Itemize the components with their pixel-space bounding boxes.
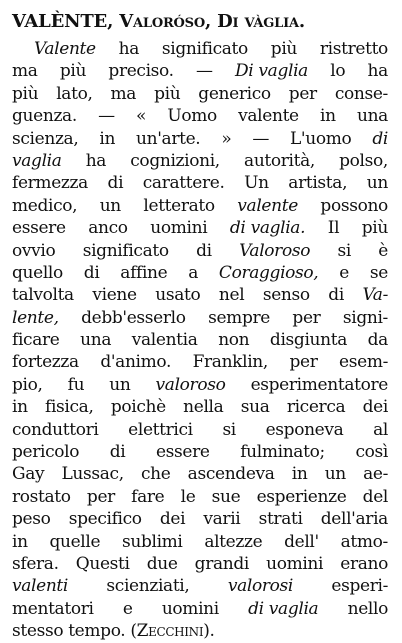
- word: che: [140, 464, 171, 485]
- word: Di vaglia: [234, 61, 308, 82]
- word: un: [109, 374, 131, 395]
- word: Coraggioso,: [218, 262, 319, 283]
- text-line: [12, 598, 388, 620]
- word: esperi-: [331, 576, 388, 597]
- word: «: [136, 106, 147, 127]
- word: di: [109, 442, 126, 463]
- word: ha: [85, 150, 107, 171]
- word: in: [291, 464, 308, 485]
- text-line: [12, 217, 388, 239]
- word: —: [98, 106, 115, 127]
- word: fortezza: [12, 352, 79, 373]
- word: guenza.: [12, 106, 77, 127]
- word: Valoroso: [239, 240, 311, 261]
- word: non: [218, 330, 250, 351]
- text-line: [12, 374, 388, 396]
- word: ae-: [363, 464, 388, 485]
- word: medico,: [12, 195, 78, 216]
- word: se: [369, 262, 388, 283]
- word: mentatori: [12, 598, 94, 619]
- text-line: [12, 128, 388, 150]
- word: ha: [118, 39, 140, 59]
- word: elettrici: [128, 419, 193, 440]
- word: più: [361, 218, 388, 239]
- word: conduttori: [12, 419, 99, 440]
- word: letterato: [143, 195, 215, 216]
- text-line: [12, 463, 388, 485]
- word: del: [362, 486, 388, 507]
- word: essere: [155, 442, 210, 463]
- word: »: [221, 128, 232, 149]
- word: valenti: [12, 576, 69, 597]
- word: stesso: [12, 621, 64, 642]
- word: per: [288, 83, 317, 104]
- word: di: [83, 262, 100, 283]
- word: lo: [330, 61, 346, 82]
- word: peso: [12, 509, 51, 530]
- word: dei: [362, 397, 388, 418]
- word: di: [328, 285, 344, 306]
- word: fu: [67, 374, 85, 395]
- text-line: [12, 240, 388, 262]
- word: dei: [159, 509, 186, 530]
- entry-headword: VALÈNTE,: [12, 11, 114, 32]
- word: sempre: [208, 307, 270, 328]
- word: essere: [12, 218, 66, 239]
- word: Un: [244, 173, 269, 194]
- word: rostato: [12, 486, 71, 507]
- word: Questi: [75, 553, 130, 574]
- word: usato: [155, 285, 201, 306]
- word: ma: [12, 61, 38, 82]
- word: significato: [82, 240, 169, 261]
- word: più: [270, 39, 298, 59]
- text-line: [12, 172, 388, 194]
- text-line: [12, 508, 388, 530]
- text-line: [12, 329, 388, 351]
- word: artista,: [288, 173, 348, 194]
- word: dell'aria: [320, 509, 388, 530]
- word: ha: [367, 61, 388, 82]
- text-line: [12, 620, 388, 642]
- word: significato: [161, 39, 248, 59]
- text-line: [12, 486, 388, 508]
- text-line: [12, 531, 388, 553]
- word: così: [355, 442, 388, 463]
- word: fermezza: [12, 173, 88, 194]
- word: sue: [211, 486, 241, 507]
- word: sfera.: [12, 553, 59, 574]
- word: Il: [327, 218, 340, 239]
- word: esperimentatore: [250, 374, 388, 395]
- word: grandi: [194, 553, 249, 574]
- word: polso,: [339, 150, 388, 171]
- word: esperienze: [256, 486, 347, 507]
- text-line: [12, 60, 388, 82]
- word: più: [12, 83, 39, 104]
- word: nello: [347, 598, 388, 619]
- word: d'animo.: [100, 352, 172, 373]
- word: in: [99, 128, 116, 149]
- word: valente: [237, 195, 298, 216]
- word: per: [86, 486, 115, 507]
- word: in: [12, 397, 28, 418]
- word: pio,: [12, 374, 43, 395]
- word: da: [367, 330, 388, 351]
- text-line: [12, 575, 388, 597]
- text-line: [12, 419, 388, 441]
- word: pericolo: [12, 442, 80, 463]
- word: fisica,: [45, 397, 94, 418]
- word: dell': [284, 531, 319, 552]
- word: di: [107, 173, 124, 194]
- word: lato,: [56, 83, 93, 104]
- word: sublimi: [121, 531, 183, 552]
- entry-body: [12, 38, 388, 643]
- word: e: [339, 262, 349, 283]
- text-line: [12, 441, 388, 463]
- word: un: [366, 173, 388, 194]
- word: Uomo: [167, 106, 217, 127]
- word: valentia: [131, 330, 198, 351]
- word: ficare: [12, 330, 60, 351]
- text-line: [12, 150, 388, 172]
- text-line: [12, 83, 388, 105]
- word: disgiunta: [269, 330, 347, 351]
- word: a: [188, 262, 199, 283]
- word: preciso.: [108, 61, 174, 82]
- word: al: [373, 419, 388, 440]
- word: ma: [110, 83, 137, 104]
- word: più: [59, 61, 87, 82]
- word: uomini: [266, 553, 324, 574]
- word: quello: [12, 262, 63, 283]
- text-line: [12, 284, 388, 306]
- word: valorosi: [227, 576, 293, 597]
- word: in: [12, 531, 28, 552]
- text-line: [12, 38, 388, 60]
- text-line: [12, 105, 388, 127]
- word: poichè: [110, 397, 166, 418]
- word: scienziati,: [106, 576, 190, 597]
- word: Valente: [34, 39, 96, 59]
- word: —: [252, 128, 270, 149]
- word: cognizioni,: [130, 150, 220, 171]
- word: è: [378, 240, 388, 261]
- word: signi-: [342, 307, 388, 328]
- word: valente: [238, 106, 299, 127]
- word: viene: [92, 285, 137, 306]
- word: quelle: [49, 531, 101, 552]
- word: Gay: [12, 464, 45, 485]
- word: due: [146, 553, 178, 574]
- word: talvolta: [12, 285, 74, 306]
- text-line: [12, 351, 388, 373]
- entry-synonym: Di vàglia.: [217, 11, 305, 32]
- word: esponeva: [265, 419, 344, 440]
- word: fulminato;: [240, 442, 325, 463]
- word: si: [337, 240, 351, 261]
- word: nella: [183, 397, 224, 418]
- word: debb'esserlo: [81, 307, 186, 328]
- word: anco: [88, 218, 128, 239]
- word: nel: [218, 285, 245, 306]
- word: lente,: [12, 307, 59, 328]
- word: Franklin,: [192, 352, 268, 373]
- word: (Zecchini).: [130, 621, 215, 642]
- word: uomini: [161, 598, 219, 619]
- entry-synonym: Valoróso,: [119, 11, 212, 32]
- word: per: [292, 307, 321, 328]
- word: sua: [240, 397, 270, 418]
- word: in: [320, 106, 336, 127]
- word: ristretto: [319, 39, 388, 59]
- word: valoroso: [155, 374, 226, 395]
- word: possono: [320, 195, 388, 216]
- word: per: [289, 352, 318, 373]
- text-line: [12, 553, 388, 575]
- word: autorità,: [244, 150, 315, 171]
- word: di: [372, 128, 388, 149]
- word: varii: [203, 509, 241, 530]
- word: le: [180, 486, 196, 507]
- word: tempo.: [68, 621, 126, 642]
- word: fare: [131, 486, 165, 507]
- word: esem-: [339, 352, 388, 373]
- word: L'uomo: [289, 128, 352, 149]
- word: carattere.: [142, 173, 225, 194]
- word: scienza,: [12, 128, 79, 149]
- word: più: [154, 83, 181, 104]
- word: si: [222, 419, 236, 440]
- word: uomini: [150, 218, 208, 239]
- word: senso: [262, 285, 310, 306]
- word: Va-: [362, 285, 388, 306]
- word: affine: [120, 262, 168, 283]
- word: conse-: [334, 83, 388, 104]
- word: ascendeva: [187, 464, 275, 485]
- text-line: [12, 195, 388, 217]
- word: e: [122, 598, 133, 619]
- word: di: [196, 240, 212, 261]
- word: di vaglia: [248, 598, 319, 619]
- word: Lussac,: [61, 464, 124, 485]
- word: altezze: [204, 531, 263, 552]
- text-line: [12, 307, 388, 329]
- word: ricerca: [286, 397, 346, 418]
- text-line: [12, 262, 388, 284]
- word: —: [196, 61, 213, 82]
- word: erano: [340, 553, 388, 574]
- word: vaglia: [12, 150, 62, 171]
- word: un: [99, 195, 121, 216]
- word: atmo-: [340, 531, 388, 552]
- word: una: [356, 106, 388, 127]
- word: strati: [258, 509, 303, 530]
- text-line: [12, 396, 388, 418]
- word: generico: [198, 83, 271, 104]
- word: un'arte.: [136, 128, 201, 149]
- word: ovvio: [12, 240, 56, 261]
- word: di vaglia.: [229, 218, 306, 239]
- word: specifico: [68, 509, 142, 530]
- word: un: [324, 464, 346, 485]
- entry-heading: [12, 8, 394, 36]
- word: una: [80, 330, 112, 351]
